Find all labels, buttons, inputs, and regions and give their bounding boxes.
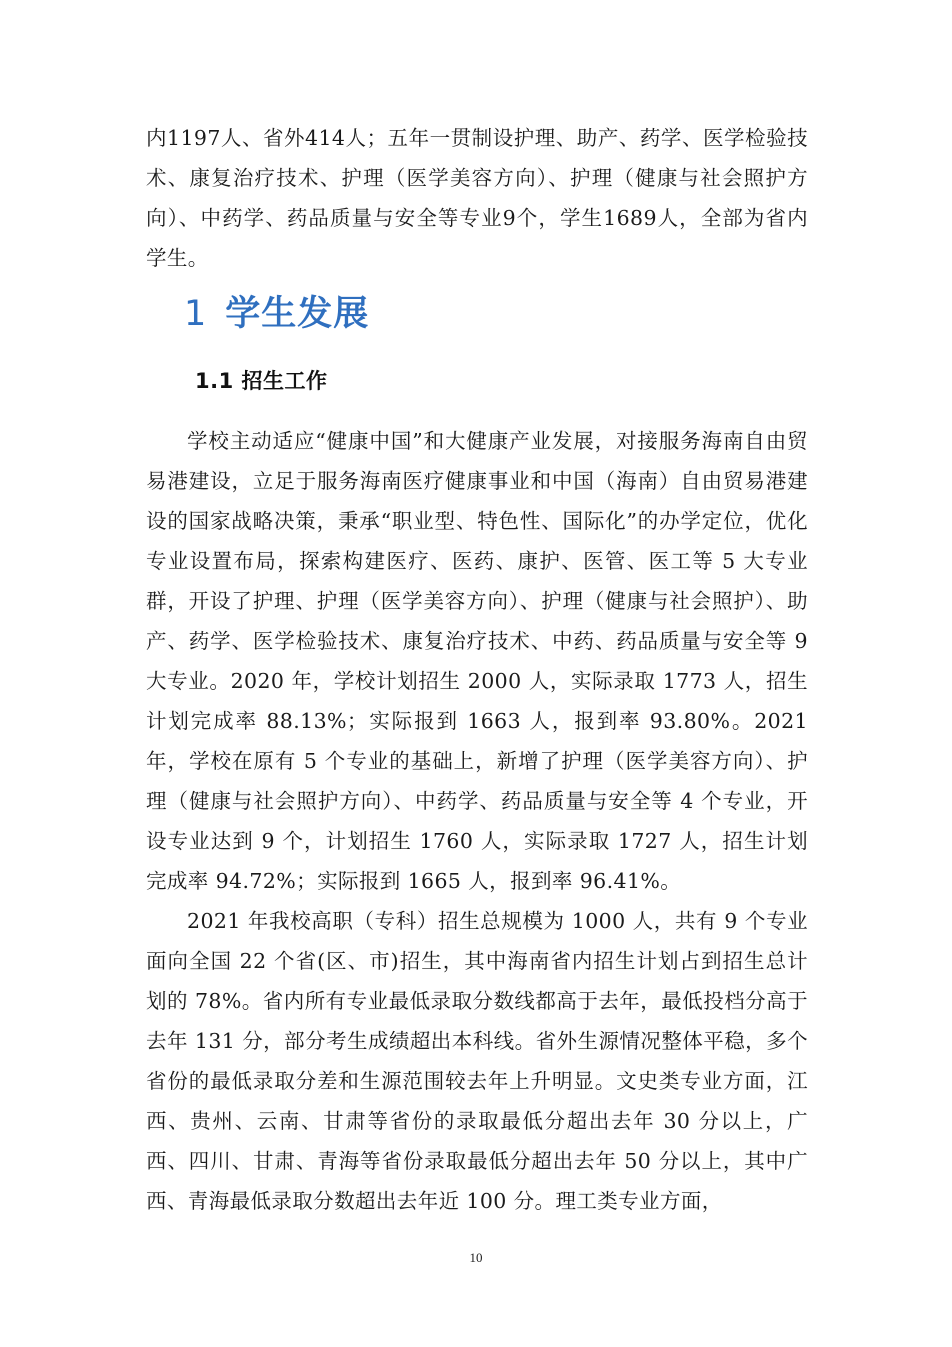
section-title: 学生发展 xyxy=(225,294,370,334)
paragraph-admissions-overview: 学校主动适应“健康中国”和大健康产业发展，对接服务海南自由贸易港建设，立足于服务海南医疗健康事业和中国（海南）自由贸易港建设的国家战略决策，秉承“职业型、特色性、国际化”的办学定位，优化专业设置布局，探索构建医疗、医药、康护、医管、医工等 5 大专业群，开设了护理、护理（医学美容方向）、护理（健康与社会照护）、助产、药学、医学检验技术、康复治疗技术、中药、药品质量与安全等 9 大专业。2020 年，学校计划招生 2000 人，实际录取 1773 人，招生计划完成率 88.13%；实际报到 1663 人，报到率 93.80%。2021 年，学校在原有 5 个专业的基础上，新增了护理（医学美容方向）、护理（健康与社会照护方向）、中药学、药品质量与安全等 4 个专业，开设专业达到 9 个，计划招生 1760 人，实际录取 1727 人，招生计划完成率 94.72%；实际报到 1665 人，报到率 96.41%。 xyxy=(146,429,808,893)
paragraph-admissions-2021: 2021 年我校高职（专科）招生总规模为 1000 人，共有 9 个专业面向全国 22 个省(区、市)招生，其中海南省内招生计划占到招生总计划的 78%。省内所有专业最低录取分数线都高于去年，最低投档分高于去年 131 分，部分考生成绩超出本科线。省外生源情况整体平稳，多个省份的最低录取分差和生源范围较去年上升明显。文史类专业方面，江西、贵州、云南、甘肃等省份的录取最低分超出去年 30 分以上，广西、四川、甘肃、青海等省份录取最低分超出去年 50 分以上，其中广西、青海最低录取分数超出去年近 100 分。理工类专业方面， xyxy=(146,909,808,1213)
section-number: 1 xyxy=(184,294,208,334)
page-number: 10 xyxy=(469,1250,483,1265)
subsection-heading: 1.1 招生工作 xyxy=(195,369,328,393)
paragraph-enrollment-summary: 内1197人、省外414人；五年一贯制设护理、助产、药学、医学检验技术、康复治疗技术、护理（医学美容方向）、护理（健康与社会照护方向）、中药学、药品质量与安全等专业9个，学生1689人，全部为省内学生。 xyxy=(146,126,808,270)
section-heading xyxy=(184,290,369,338)
